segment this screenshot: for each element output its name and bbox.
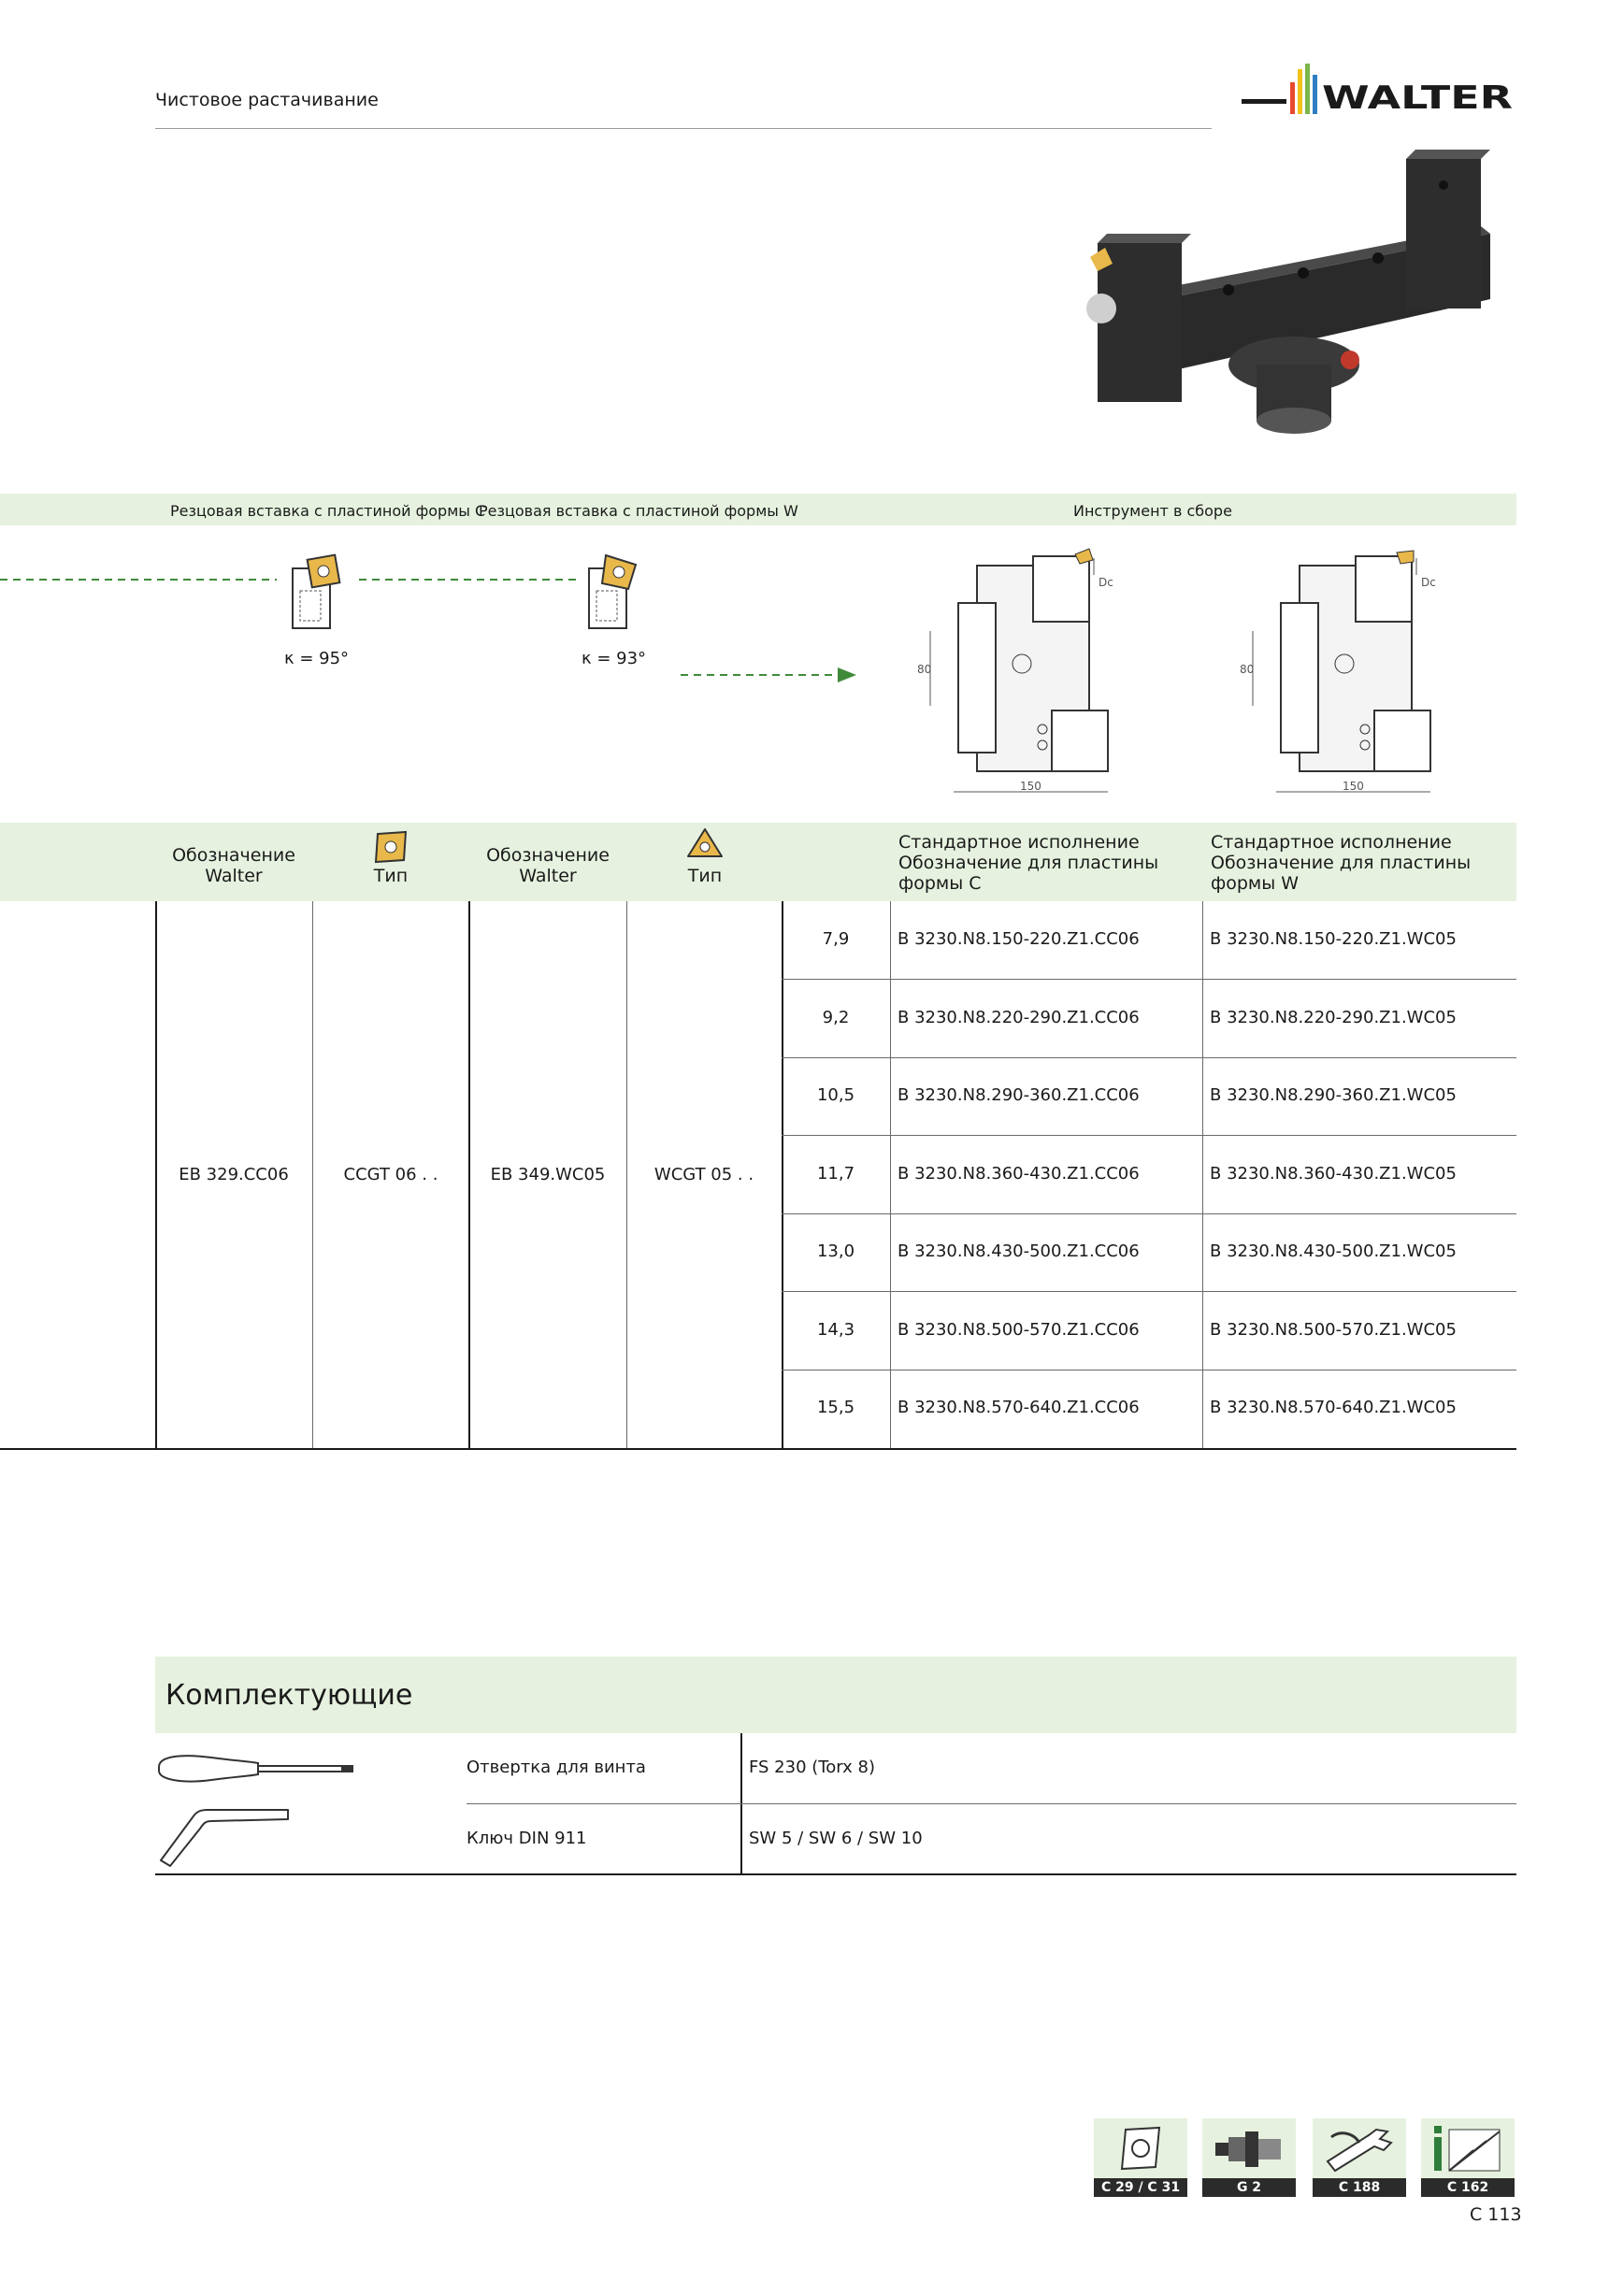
insert-holder-w-icon [582, 552, 647, 636]
accessories-table [155, 1733, 1516, 1875]
table-row: 15,5 B 3230.N8.570-640.Z1.CC06 B 3230.N8.570-640.Z1.WC05 [816, 1398, 1457, 1417]
tool-photo [1079, 140, 1518, 449]
table-row: 11,7 B 3230.N8.360-430.Z1.CC06 B 3230.N8.360-430.Z1.WC05 [816, 1164, 1457, 1184]
table-row: 14,3 B 3230.N8.500-570.Z1.CC06 B 3230.N8.500-570.Z1.WC05 [816, 1320, 1457, 1340]
ref-tile-info[interactable]: C 162 [1421, 2118, 1515, 2197]
label-insert-w: Резцовая вставка с пластиной формы W [479, 502, 798, 520]
eb-w-cell: EB 349.WC05 [490, 1165, 606, 1184]
accessories-title: Комплектующие [165, 1679, 413, 1712]
type-w-cell: WCGT 05 . . [654, 1165, 754, 1184]
insert-w-icon [684, 826, 725, 864]
label-insert-c: Резцовая вставка с пластиной формы C [170, 502, 486, 520]
dim-80-c: 80 [917, 663, 932, 676]
table-row: 9,2 B 3230.N8.220-290.Z1.CC06 B 3230.N8.220-290.Z1.WC05 [822, 1008, 1457, 1027]
dim-80-w: 80 [1240, 663, 1255, 676]
logo-text: WALTER [1322, 79, 1513, 117]
header-rule [155, 128, 1212, 129]
tool-holder-icon [1214, 2126, 1285, 2173]
header-standard-w: Стандартное исполнение Обозначение для пластины формы W [1211, 832, 1472, 894]
header-type-w: Тип [687, 866, 723, 886]
kappa-w: κ = 93° [582, 649, 647, 668]
ref-tile-inserts[interactable]: C 29 / C 31 [1094, 2118, 1187, 2197]
assembly-drawing-c [912, 547, 1192, 804]
page-number: C 113 [1470, 2204, 1522, 2225]
kappa-c: κ = 95° [284, 649, 350, 668]
label-assembly: Инструмент в сборе [1073, 502, 1232, 520]
arrow-right-icon [838, 667, 856, 682]
flow-lines [0, 561, 898, 692]
walter-logo [1242, 60, 1515, 118]
table-row: 10,5 B 3230.N8.290-360.Z1.CC06 B 3230.N8.290-360.Z1.WC05 [816, 1085, 1457, 1105]
code-table [0, 901, 1516, 1450]
type-c-cell: CCGT 06 . . [343, 1165, 438, 1184]
dim-dc-w: Dc [1421, 576, 1436, 589]
page-header-title: Чистовое растачивание [155, 90, 379, 110]
info-chart-icon [1430, 2122, 1505, 2176]
header-standard-c: Стандартное исполнение Обозначение для пластины формы C [898, 832, 1159, 894]
insert-c-icon [372, 830, 409, 864]
assembly-drawing-w [1234, 547, 1515, 804]
header-designation-c: Обозначение Walter [172, 845, 295, 886]
insert-square-icon [1118, 2124, 1163, 2173]
header-type-c: Тип [373, 866, 409, 886]
dim-dc-c: Dc [1099, 576, 1113, 589]
wrench-icon [1322, 2124, 1397, 2174]
list-item: Отвертка для винта FS 230 (Torx 8) [467, 1758, 875, 1777]
table-row: 7,9 B 3230.N8.150-220.Z1.CC06 B 3230.N8.150-220.Z1.WC05 [822, 929, 1457, 949]
table-row: 13,0 B 3230.N8.430-500.Z1.CC06 B 3230.N8.430-500.Z1.WC05 [816, 1241, 1457, 1261]
eb-c-cell: EB 329.CC06 [179, 1165, 289, 1184]
ref-tile-holder[interactable]: G 2 [1202, 2118, 1296, 2197]
list-item: Ключ DIN 911 SW 5 / SW 6 / SW 10 [467, 1829, 923, 1848]
header-designation-w: Обозначение Walter [486, 845, 610, 886]
insert-holder-c-icon [285, 552, 351, 636]
dim-150-c: 150 [1020, 780, 1041, 793]
ref-tile-accessories[interactable]: C 188 [1313, 2118, 1406, 2197]
dim-150-w: 150 [1343, 780, 1364, 793]
